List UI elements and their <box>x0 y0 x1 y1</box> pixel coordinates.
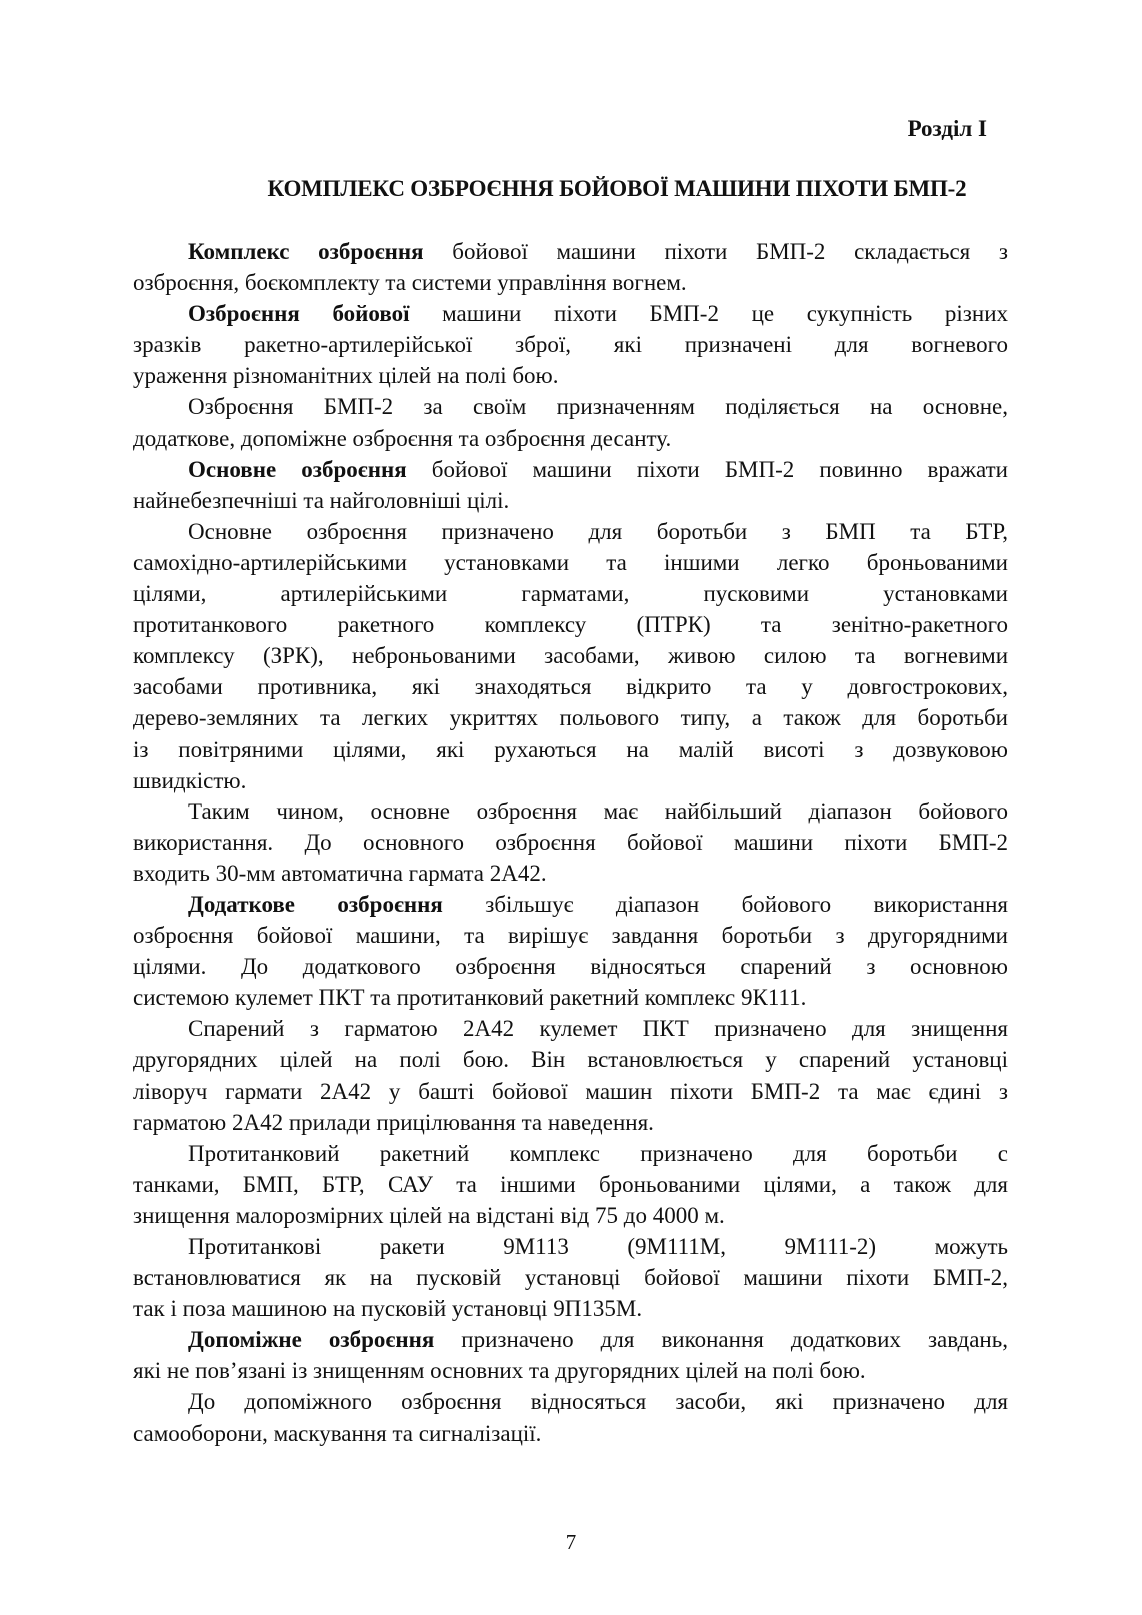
paragraph <box>133 454 1008 516</box>
text-line <box>133 671 1008 702</box>
line-text: дерево-земляних та легких укриттях польового типу, а також для боротьби <box>133 705 1008 731</box>
text-line <box>133 1076 1008 1107</box>
line-text: із повітряними цілями, які рухаються на малій висоті з дозвуковою <box>133 736 1008 762</box>
text-line <box>133 267 1008 298</box>
text-line <box>133 982 1008 1013</box>
paragraph <box>133 1138 1008 1231</box>
paragraph <box>133 1013 1008 1137</box>
text-line <box>133 360 1008 391</box>
line-text: засобами противника, які знаходяться відкрито та у довгострокових, <box>133 674 1008 700</box>
text-line <box>133 1138 1008 1169</box>
page-number: 7 <box>565 1530 577 1554</box>
line-text: встановлюватися як на пусковій установці бойової машини піхоти БМП-2, <box>133 1265 1008 1291</box>
line-text: швидкістю. <box>133 767 247 793</box>
text-line <box>133 920 1008 951</box>
text-line <box>133 951 1008 982</box>
line-text: гарматою 2А42 прилади прицілювання та наведення. <box>133 1109 654 1135</box>
text-line <box>133 858 1008 889</box>
text-line <box>133 391 1008 422</box>
line-text: До допоміжного озброєння відносяться засоби, які призначено для <box>188 1389 1008 1415</box>
text-line <box>133 1262 1008 1293</box>
line-text: машини піхоти БМП-2 це сукупність різних <box>409 301 1008 327</box>
bold-term: Допоміжне озброєння <box>188 1327 435 1353</box>
text-line <box>133 1355 1008 1386</box>
line-text: додаткове, допоміжне озброєння та озброєння десанту. <box>133 425 672 451</box>
text-line <box>133 640 1008 671</box>
text-line <box>133 454 1008 485</box>
section-label: Розділ I <box>907 116 987 141</box>
line-text: Основне озброєння призначено для боротьби з БМП та БТР, <box>188 518 1008 544</box>
text-line <box>133 734 1008 765</box>
line-text: Спарений з гарматою 2А42 кулемет ПКТ призначено для знищення <box>188 1016 1008 1042</box>
line-text: входить 30-мм автоматична гармата 2А42. <box>133 860 547 886</box>
paragraph <box>133 796 1008 889</box>
text-line <box>133 578 1008 609</box>
text-line <box>133 1107 1008 1138</box>
text-line <box>133 1386 1008 1417</box>
text-line <box>133 485 1008 516</box>
line-text: протитанкового ракетного комплексу (ПТРК) та зенітно-ракетного <box>133 612 1008 638</box>
text-line <box>133 236 1008 267</box>
paragraph <box>133 236 1008 298</box>
line-text: призначено для виконання додаткових завдань, <box>434 1327 1008 1353</box>
line-text: ліворуч гармати 2А42 у башті бойової машин піхоти БМП-2 та має єдині з <box>133 1078 1008 1104</box>
paragraph <box>133 1386 1008 1448</box>
text-line <box>133 329 1008 360</box>
line-text: Протитанковий ракетний комплекс призначено для боротьби с <box>188 1140 1008 1166</box>
line-text: озброєння бойової машини, та вирішує завдання боротьби з другорядними <box>133 923 1008 949</box>
text-line <box>133 1013 1008 1044</box>
bold-term: Основне озброєння <box>188 456 407 482</box>
text-line <box>133 1044 1008 1075</box>
text-line <box>133 609 1008 640</box>
text-line <box>133 1200 1008 1231</box>
line-text: зразків ракетно-артилерійської зброї, які призначені для вогневого <box>133 332 1008 358</box>
paragraph <box>133 1231 1008 1324</box>
text-line <box>133 1231 1008 1262</box>
text-line <box>133 765 1008 796</box>
bold-term: Комплекс озброєння <box>188 239 424 264</box>
text-line <box>133 1169 1008 1200</box>
line-text: найнебезпечніші та найголовніші цілі. <box>133 487 510 513</box>
line-text: Озброєння БМП-2 за своїм призначенням поділяється на основне, <box>188 394 1008 420</box>
bold-term: Додаткове озброєння <box>188 891 443 917</box>
text-line <box>133 547 1008 578</box>
line-text: бойової машини піхоти БМП-2 повинно вражати <box>406 456 1008 482</box>
paragraph <box>133 298 1008 391</box>
line-text: бойової машини піхоти БМП-2 складається з <box>423 239 1008 264</box>
paragraph <box>133 1324 1008 1386</box>
line-text: озброєння, боєкомплекту та системи управління вогнем. <box>133 270 687 296</box>
document-body <box>133 236 1008 1449</box>
line-text: знищення малорозмірних цілей на відстані від 75 до 4000 м. <box>133 1202 725 1228</box>
text-line <box>133 423 1008 454</box>
text-line <box>133 298 1008 329</box>
line-text: системою кулемет ПКТ та протитанковий ракетний комплекс 9К111. <box>133 985 807 1011</box>
line-text: цілями, артилерійськими гарматами, пусковими установками <box>133 581 1008 607</box>
line-text: ураження різноманітних цілей на полі бою. <box>133 363 559 389</box>
text-line <box>133 1418 1008 1449</box>
line-text: самооборони, маскування та сигналізації. <box>133 1420 542 1446</box>
line-text: так і поза машиною на пусковій установці 9П135М. <box>133 1296 643 1322</box>
text-line <box>133 1293 1008 1324</box>
bold-term: Озброєння бойової <box>188 301 410 327</box>
paragraph <box>133 391 1008 453</box>
paragraph <box>133 516 1008 796</box>
line-text: цілями. До додаткового озброєння відносяться спарений з основною <box>133 954 1008 980</box>
chapter-title: КОМПЛЕКС ОЗБРОЄННЯ БОЙОВОЇ МАШИНИ ПІХОТИ БМП-2 <box>267 176 967 201</box>
line-text: Протитанкові ракети 9М113 (9М111М, 9М111-2) можуть <box>188 1234 1008 1259</box>
text-line <box>133 889 1008 920</box>
line-text: комплексу (ЗРК), неброньованими засобами, живою силою та вогневими <box>133 643 1008 669</box>
line-text: самохідно-артилерійськими установками та іншими легко броньованими <box>133 549 1008 575</box>
text-line <box>133 516 1008 547</box>
line-text: використання. До основного озброєння бойової машини піхоти БМП-2 <box>133 829 1008 855</box>
text-line <box>133 1324 1008 1355</box>
line-text: збільшує діапазон бойового використання <box>442 891 1008 917</box>
line-text: Таким чином, основне озброєння має найбільший діапазон бойового <box>188 798 1008 824</box>
text-line <box>133 796 1008 827</box>
line-text: танками, БМП, БТР, САУ та іншими броньованими цілями, а також для <box>133 1171 1008 1197</box>
line-text: які не пов’язані із знищенням основних та другорядних цілей на полі бою. <box>133 1358 866 1384</box>
text-line <box>133 702 1008 733</box>
line-text: другорядних цілей на полі бою. Він встановлюється у спарений установці <box>133 1047 1008 1073</box>
text-line <box>133 827 1008 858</box>
paragraph <box>133 889 1008 1013</box>
